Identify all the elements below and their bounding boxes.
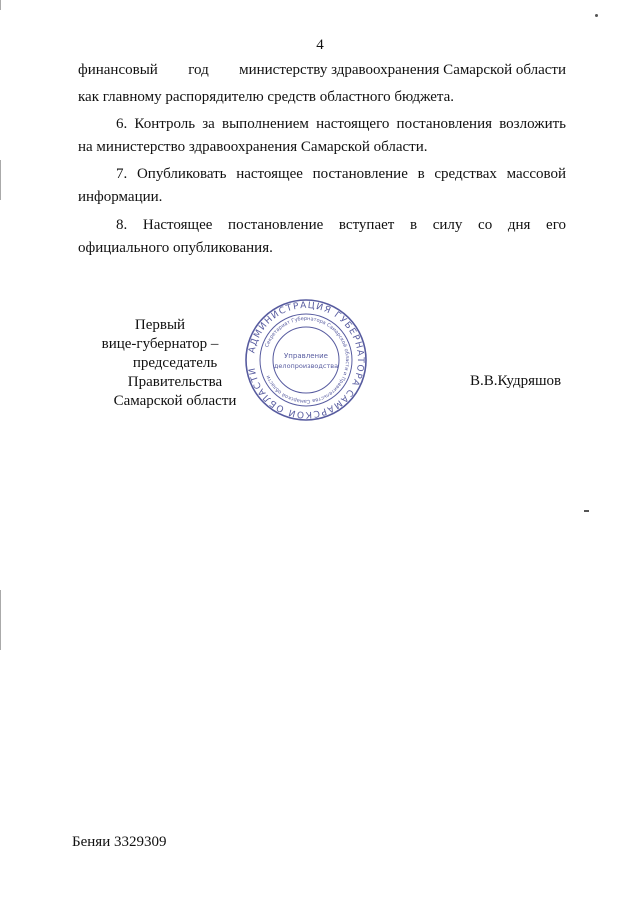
paragraph-7-line-1: 7. Опубликовать настоящее постановление в средствах массовой (116, 166, 566, 182)
page-number: 4 (316, 37, 324, 53)
text-line (78, 57, 566, 84)
seal-center-text-1: Управление (284, 352, 328, 360)
signatory-title-line: вице-губернатор – (101, 336, 219, 352)
signatory-title-line: Самарской области (113, 393, 237, 409)
seal-outer-text: АДМИНИСТРАЦИЯ ГУБЕРНАТОРА САМАРСКОЙ ОБЛАСТИ (247, 300, 366, 420)
paragraph-7-line-2: информации. (78, 189, 163, 205)
svg-text:Секретариат Губернатора Самарс (264, 316, 350, 404)
paragraph-8-line-2: официального опубликования. (78, 240, 273, 256)
scan-dot-mark (584, 510, 589, 512)
signatory-title-line: председатель Правительства (127, 355, 223, 390)
text-fragment: год (188, 62, 209, 78)
signatory-name: В.В.Кудряшов (470, 373, 562, 389)
paragraph-6-line-1: 6. Контроль за выполнением настоящего постановления возложить (116, 116, 566, 132)
paragraph-continuation (78, 57, 566, 84)
document-footer-code: Беняи 3329309 (72, 834, 167, 850)
seal-inner-text: Секретариат Губернатора Самарской области и Правительства Самарской области (264, 315, 351, 405)
signatory-title (60, 316, 260, 411)
text-fragment: министерству здравоохранения Самарской области (239, 62, 566, 78)
paragraph-6-line-2: на министерство здравоохранения Самарской области. (78, 139, 428, 155)
scan-edge-mark (0, 590, 1, 650)
official-seal (244, 298, 368, 422)
signatory-title-line: Первый (134, 317, 186, 333)
text-line: как главному распорядителю средств областного бюджета. (78, 89, 455, 105)
text-fragment: финансовый (78, 62, 158, 78)
scan-edge-mark (0, 160, 1, 200)
paragraph-8-line-1: 8. Настоящее постановление вступает в силу со дня его (116, 217, 566, 233)
scan-dot-mark (595, 14, 598, 17)
scan-edge-mark (0, 0, 1, 10)
seal-center-text-2: делопроизводства (273, 362, 339, 370)
